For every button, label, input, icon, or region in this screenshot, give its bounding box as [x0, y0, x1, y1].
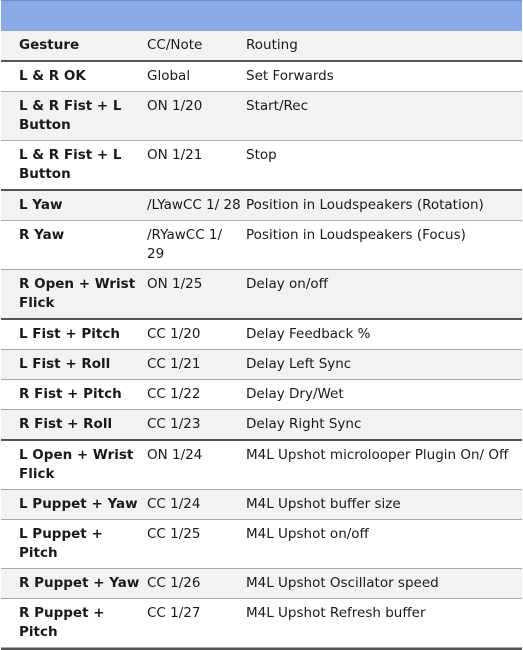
cell-gesture: L Puppet + Yaw: [19, 496, 138, 512]
table-row: [1, 520, 522, 569]
table-row: [1, 92, 522, 141]
table-row: [1, 440, 522, 490]
cell-cc-note: ON 1/24: [147, 447, 203, 463]
cell-gesture: R Puppet + Yaw: [19, 575, 140, 591]
table-row: [1, 221, 522, 270]
cell-cc-note: ON 1/21: [147, 147, 203, 163]
cell-routing: M4L Upshot microlooper Plugin On/ Off: [246, 447, 509, 463]
cell-cc-note: CC 1/21: [147, 356, 201, 372]
table-row: [1, 569, 522, 599]
cell-cc-note: CC 1/22: [147, 386, 201, 402]
header-routing: Routing: [246, 37, 298, 53]
header-gesture: Gesture: [19, 37, 80, 53]
cell-cc-note: CC 1/27: [147, 605, 201, 621]
cell-gesture: R Fist + Pitch: [19, 386, 122, 402]
cell-cc-note: CC 1/23: [147, 416, 201, 432]
cell-cc-note: Global: [147, 68, 191, 84]
cell-gesture: L Open + Wrist Flick: [19, 447, 134, 482]
table-row: [1, 61, 522, 92]
header-cc-note: CC/Note: [147, 37, 203, 53]
gesture-mapping-table-container: [1, 0, 522, 650]
cell-cc-note: ON 1/25: [147, 276, 203, 292]
gesture-mapping-table: [1, 31, 522, 648]
cell-routing: M4L Upshot Oscillator speed: [246, 575, 439, 591]
cell-routing: Delay Right Sync: [246, 416, 362, 432]
cell-cc-note: /RYawCC 1/ 29: [147, 227, 223, 262]
table-row: [1, 490, 522, 520]
cell-routing: M4L Upshot buffer size: [246, 496, 401, 512]
cell-routing: Stop: [246, 147, 277, 163]
table-row: [1, 319, 522, 350]
cell-cc-note: CC 1/24: [147, 496, 201, 512]
cell-gesture: R Open + Wrist Flick: [19, 276, 136, 311]
cell-routing: Delay Dry/Wet: [246, 386, 344, 402]
cell-gesture: L Puppet + Pitch: [19, 526, 103, 561]
table-header-row: [1, 31, 522, 61]
table-body: [1, 31, 522, 648]
cell-routing: Delay Left Sync: [246, 356, 352, 372]
table-row: [1, 350, 522, 380]
cell-gesture: L & R OK: [19, 68, 86, 84]
cell-gesture: L Yaw: [19, 197, 63, 213]
cell-gesture: R Puppet + Pitch: [19, 605, 105, 640]
table-row: [1, 380, 522, 410]
table-row: [1, 141, 522, 191]
cell-cc-note: CC 1/20: [147, 326, 201, 342]
cell-gesture: L & R Fist + L Button: [19, 98, 122, 133]
cell-routing: M4L Upshot on/off: [246, 526, 369, 542]
cell-cc-note: CC 1/25: [147, 526, 201, 542]
cell-routing: Set Forwards: [246, 68, 334, 84]
cell-gesture: L & R Fist + L Button: [19, 147, 122, 182]
cell-routing: Delay Feedback %: [246, 326, 371, 342]
table-row: [1, 410, 522, 441]
table-row: [1, 599, 522, 648]
cell-cc-note: /LYawCC 1/ 28: [147, 197, 241, 213]
cell-gesture: L Fist + Roll: [19, 356, 111, 372]
cell-routing: M4L Upshot Refresh buffer: [246, 605, 426, 621]
cell-gesture: R Yaw: [19, 227, 65, 243]
cell-cc-note: ON 1/20: [147, 98, 203, 114]
table-row: [1, 190, 522, 221]
cell-routing: Position in Loudspeakers (Rotation): [246, 197, 484, 213]
cell-routing: Delay on/off: [246, 276, 328, 292]
cell-routing: Start/Rec: [246, 98, 309, 114]
cell-cc-note: CC 1/26: [147, 575, 201, 591]
cell-gesture: L Fist + Pitch: [19, 326, 120, 342]
cell-routing: Position in Loudspeakers (Focus): [246, 227, 466, 243]
cell-gesture: R Fist + Roll: [19, 416, 113, 432]
table-title-bar: [1, 0, 522, 31]
table-row: [1, 270, 522, 320]
